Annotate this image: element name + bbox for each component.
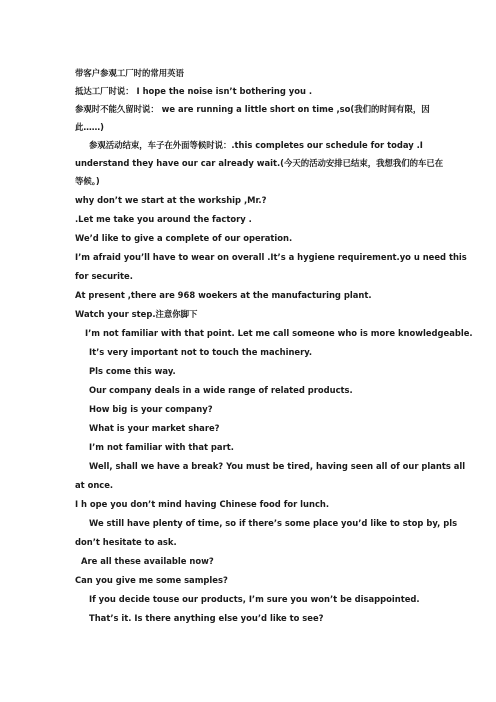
text-line: I’m not familiar with that point. Let me call someone who is more knowledgeable. [85, 328, 473, 338]
text-line: why don’t we start at the workship ,Mr.? [75, 195, 267, 205]
text-line: If you decide touse our products, I’m sure you won’t be disappointed. [89, 594, 420, 604]
text-line: don’t hesitate to ask. [75, 537, 177, 547]
text-line: Pls come this way. [89, 366, 176, 376]
text-line: at once. [75, 480, 114, 490]
text-line: Watch your step.注意你脚下 [75, 309, 198, 319]
document-title: 带客户参观工厂时的常用英语 [75, 68, 184, 78]
text-line: .Let me take you around the factory . [75, 214, 252, 224]
text-line: 参观时不能久留时说： we are running a little short on time ,so(我们的时间有限，因 [75, 104, 430, 114]
text-line: I h ope you don’t mind having Chinese food for lunch. [75, 499, 330, 509]
text-line: 参观活动结束，车子在外面等候时说：.this completes our schedule for today .I [89, 140, 423, 150]
text-line: for securite. [75, 271, 133, 281]
text-line: I’m not familiar with that part. [89, 442, 234, 452]
text-line: What is your market share? [89, 423, 220, 433]
text-line: We still have plenty of time, so if there’s some place you’d like to stop by, pls [89, 518, 458, 528]
text-line: It’s very important not to touch the machinery. [89, 347, 313, 357]
text-line: That’s it. Is there anything else you’d like to see? [89, 613, 324, 623]
text-line: Well, shall we have a break? You must be tired, having seen all of our plants all [89, 461, 466, 471]
text-line: 等候。) [75, 176, 100, 186]
text-line: How big is your company? [89, 404, 213, 414]
text-line: Our company deals in a wide range of related products. [89, 385, 353, 395]
text-line: At present ,there are 968 woekers at the manufacturing plant. [75, 290, 372, 300]
text-line: understand they have our car already wait.(今天的活动安排已结束，我想我们的车已在 [75, 158, 444, 168]
text-line: Are all these available now? [81, 556, 214, 566]
text-line: I’m afraid you’ll have to wear on overall .It’s a hygiene requirement.yo u need this [75, 252, 467, 262]
text-line: 此……) [75, 122, 104, 132]
text-line: 抵达工厂时说： I hope the noise isn’t bothering you . [75, 86, 313, 96]
text-line: We’d like to give a complete of our operation. [75, 233, 293, 243]
text-line: Can you give me some samples? [75, 575, 228, 585]
